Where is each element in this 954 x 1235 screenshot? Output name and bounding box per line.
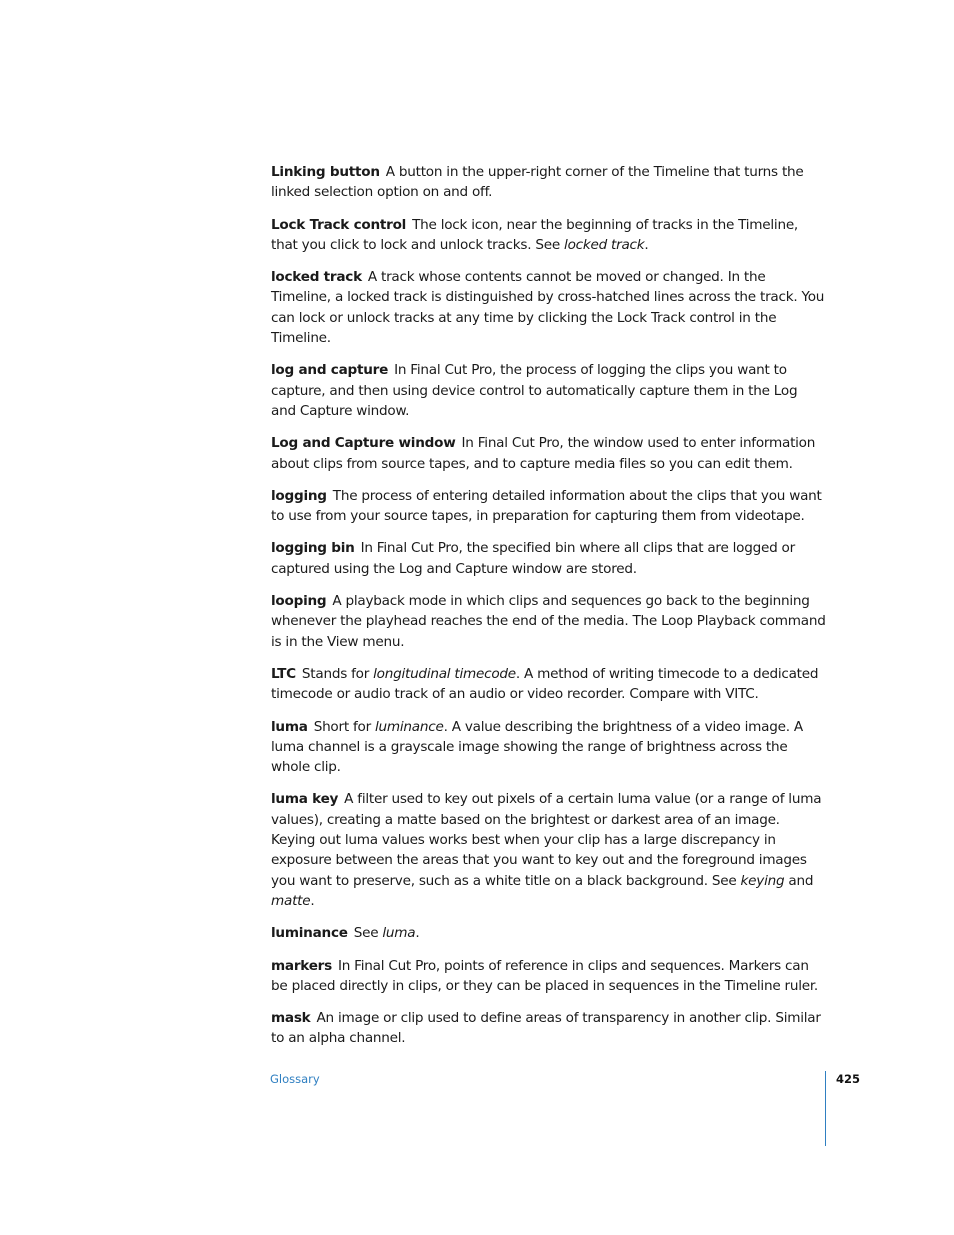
definition-text: . A method of writing timecode to a dedicated timecode or audio track of an audio or video recorder. Compare with VITC. bbox=[271, 665, 819, 703]
glossary-entry bbox=[271, 664, 826, 705]
glossary-term: Log and Capture window bbox=[271, 435, 456, 452]
glossary-term: log and capture bbox=[271, 362, 389, 379]
footer-divider bbox=[825, 1071, 826, 1146]
glossary-entry bbox=[271, 267, 826, 348]
glossary-term: markers bbox=[271, 957, 332, 974]
glossary-term: luminance bbox=[271, 925, 348, 942]
glossary-entry bbox=[271, 538, 826, 579]
glossary-entry bbox=[271, 486, 826, 527]
glossary-entry bbox=[271, 162, 826, 203]
glossary-list bbox=[271, 162, 826, 1061]
cross-reference: keying bbox=[740, 872, 785, 889]
cross-reference: locked track bbox=[564, 236, 645, 253]
glossary-definition bbox=[271, 666, 818, 702]
glossary-definition bbox=[271, 488, 822, 524]
glossary-entry bbox=[271, 360, 826, 421]
glossary-term: luma bbox=[271, 718, 308, 735]
glossary-entry bbox=[271, 956, 826, 997]
definition-text: An image or clip used to define areas of transparency in another clip. Similar to an alpha channel. bbox=[271, 1010, 821, 1047]
definition-text: . A value describing the brightness of a video image. A luma channel is a grayscale image showing the range of brightness across the whole clip. bbox=[271, 718, 803, 776]
glossary-definition bbox=[271, 593, 826, 650]
definition-text: . bbox=[644, 236, 649, 253]
cross-reference: matte bbox=[271, 892, 311, 909]
glossary-entry bbox=[271, 923, 826, 943]
glossary-entry bbox=[271, 789, 826, 911]
glossary-term: Linking button bbox=[271, 164, 380, 180]
glossary-entry bbox=[271, 591, 826, 652]
definition-text: The process of entering detailed information about the clips that you want to use from your source tapes, in preparation for capturing them from videotape. bbox=[271, 487, 822, 525]
definition-text: A filter used to key out pixels of a certain luma value (or a range of luma values), creating a matte based on the brightest or darkest area of an image. Keying out luma values works best when your clip has a large discrepancy in exposure between the areas that you want to key out and the foreground images you want to preserve, such as a white title on a black background. See bbox=[271, 791, 822, 889]
definition-text: Stands for bbox=[301, 665, 374, 682]
glossary-term: LTC bbox=[271, 665, 296, 682]
glossary-term: mask bbox=[271, 1010, 311, 1027]
cross-reference: luminance bbox=[375, 718, 444, 735]
definition-text: See bbox=[353, 925, 383, 942]
definition-text: In Final Cut Pro, points of reference in clips and sequences. Markers can be placed directly in clips, or they can be placed in sequences in the Timeline ruler. bbox=[271, 957, 819, 994]
glossary-definition bbox=[271, 1010, 821, 1046]
definition-text: A playback mode in which clips and sequences go back to the beginning whenever the playhead reaches the end of the media. The Loop Playback command is in the View menu. bbox=[271, 593, 826, 650]
definition-text: A track whose contents cannot be moved or changed. In the Timeline, a locked track is distinguished by cross-hatched lines across the track. You can lock or unlock tracks at any time by clicking the Lock Track control in the Timeline. bbox=[271, 269, 825, 347]
definition-text: . bbox=[415, 925, 420, 942]
glossary-term: locked track bbox=[271, 269, 362, 286]
cross-reference: longitudinal timecode bbox=[373, 665, 516, 682]
glossary-definition bbox=[271, 791, 821, 908]
glossary-term: logging bbox=[271, 487, 327, 504]
definition-text: In Final Cut Pro, the window used to enter information about clips from source tapes, and to capture media files so you can edit them. bbox=[271, 435, 816, 472]
glossary-definition bbox=[271, 719, 803, 776]
glossary-term: luma key bbox=[271, 791, 339, 808]
glossary-definition bbox=[354, 925, 420, 941]
definition-text: A button in the upper-right corner of the Timeline that turns the linked selection option on and off. bbox=[271, 164, 804, 201]
glossary-term: Lock Track control bbox=[271, 216, 407, 233]
glossary-entry bbox=[271, 717, 826, 778]
glossary-entry bbox=[271, 1008, 826, 1049]
definition-text: and bbox=[784, 872, 814, 889]
glossary-entry bbox=[271, 433, 826, 474]
page-number: 425 bbox=[836, 1072, 861, 1086]
glossary-term: looping bbox=[271, 593, 327, 610]
glossary-term: logging bin bbox=[271, 540, 355, 557]
definition-text: . bbox=[310, 892, 315, 909]
definition-text: In Final Cut Pro, the specified bin where all clips that are logged or captured using the Log and Capture window are stored. bbox=[271, 540, 795, 577]
definition-text: In Final Cut Pro, the process of logging the clips you want to capture, and then using device control to automatically capture them in the Log and Capture window. bbox=[271, 362, 798, 419]
definition-text: The lock icon, near the beginning of tracks in the Timeline, that you click to lock and unlock tracks. See bbox=[271, 216, 799, 253]
glossary-definition bbox=[271, 958, 818, 994]
glossary-entry bbox=[271, 215, 826, 256]
cross-reference: luma bbox=[382, 925, 416, 942]
definition-text: Short for bbox=[313, 718, 376, 735]
footer-section-label: Glossary bbox=[270, 1072, 320, 1086]
